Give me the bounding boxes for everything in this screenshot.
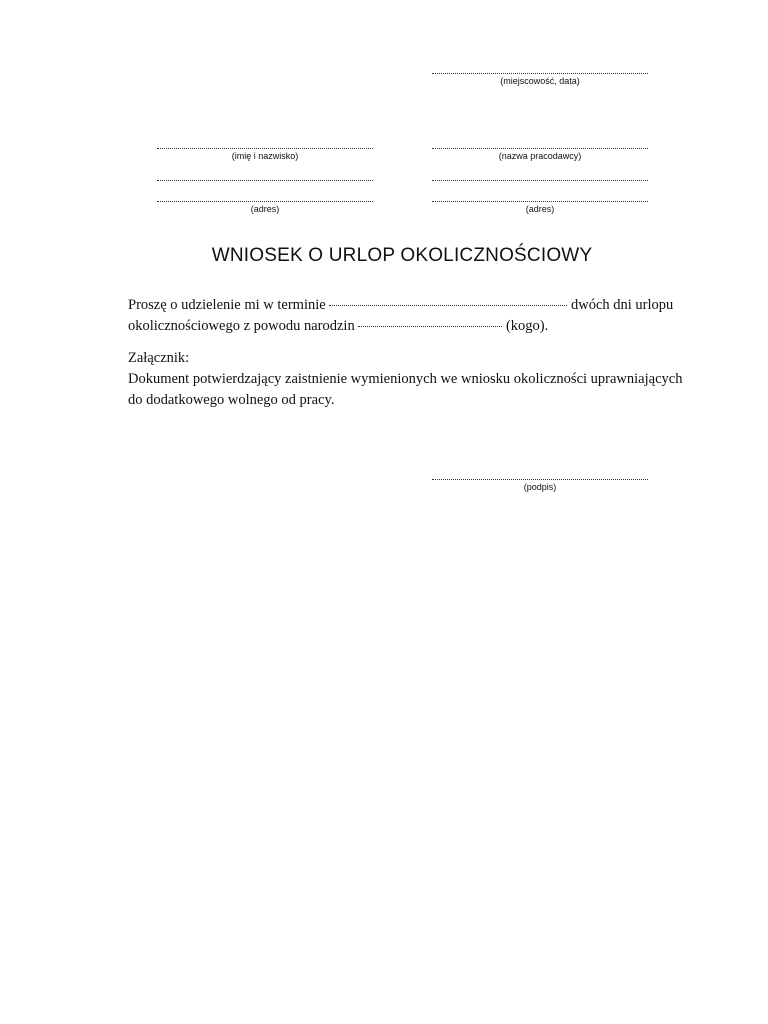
request-line-1 <box>128 295 688 316</box>
employer-address-caption: (adres) <box>525 204 555 214</box>
place-date-field[interactable] <box>432 73 648 87</box>
employer-name-caption: (nazwa pracodawcy) <box>498 151 582 161</box>
attachment-text-line-2: do dodatkowego wolnego od pracy. <box>128 392 335 408</box>
request-paragraph <box>128 295 688 337</box>
employer-name-line[interactable] <box>432 148 648 149</box>
signature-field[interactable] <box>432 479 648 493</box>
employee-address-line-1[interactable] <box>157 180 373 181</box>
request-line-2-start: okolicznościowego z powodu narodzin <box>128 318 355 334</box>
employee-address-field[interactable] <box>157 180 373 215</box>
date-term-field[interactable] <box>329 305 567 306</box>
attachment-label: Załącznik: <box>128 350 190 366</box>
signature-caption: (podpis) <box>523 482 557 492</box>
employer-address-field[interactable] <box>432 180 648 215</box>
request-line-2-end: (kogo). <box>505 318 549 334</box>
employee-name-field[interactable] <box>157 148 373 162</box>
employer-name-field[interactable] <box>432 148 648 162</box>
employee-name-line[interactable] <box>157 148 373 149</box>
employer-address-line-2[interactable] <box>432 201 648 202</box>
employer-address-line-1[interactable] <box>432 180 648 181</box>
birth-of-whom-field[interactable] <box>358 326 502 327</box>
request-line-2 <box>128 316 688 337</box>
employee-name-caption: (imię i nazwisko) <box>231 151 299 161</box>
signature-line[interactable] <box>432 479 648 480</box>
attachment-section <box>128 348 688 411</box>
request-line-1-end: dwóch dni urlopu <box>570 297 674 313</box>
employee-address-line-2[interactable] <box>157 201 373 202</box>
request-line-1-start: Proszę o udzielenie mi w terminie <box>128 297 326 313</box>
place-date-caption: (miejscowość, data) <box>500 76 580 86</box>
attachment-text-line-1: Dokument potwierdzający zaistnienie wymienionych we wniosku okoliczności uprawniających <box>128 371 683 387</box>
document-title: WNIOSEK O URLOP OKOLICZNOŚCIOWY <box>211 245 593 266</box>
employee-address-caption: (adres) <box>250 204 280 214</box>
place-date-line[interactable] <box>432 73 648 74</box>
